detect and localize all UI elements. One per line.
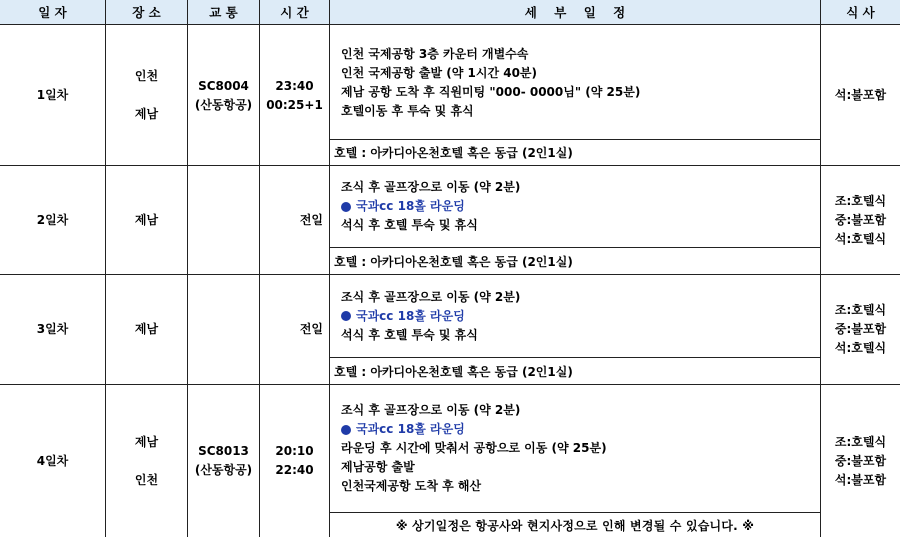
time: 00:25+1 bbox=[266, 97, 323, 112]
flight-number: SC8013 bbox=[198, 444, 249, 458]
schedule-item: 제남 공항 도착 후 직원미팅 "000- 0000님" (약 25분) bbox=[341, 84, 641, 99]
place: 인천 bbox=[134, 69, 159, 83]
place-cell bbox=[106, 385, 187, 537]
meal: 중:불포함 bbox=[834, 322, 887, 336]
time: 22:40 bbox=[275, 463, 314, 477]
meal: 조:호텔식 bbox=[834, 434, 887, 449]
transport-cell bbox=[188, 275, 259, 384]
schedule-detail bbox=[330, 275, 820, 357]
header-meal: 식 사 bbox=[821, 0, 900, 25]
schedule-item: 라운딩 후 시간에 맞춰서 공항으로 이동 (약 25분) bbox=[341, 441, 607, 455]
schedule-item: 석식 후 호텔 투숙 및 휴식 bbox=[341, 327, 478, 342]
meal: 중:불포함 bbox=[834, 453, 887, 468]
schedule-detail bbox=[330, 385, 820, 512]
header-day: 일 자 bbox=[0, 0, 106, 25]
place-cell bbox=[106, 26, 187, 165]
schedule-item: 인천 국제공항 출발 (약 1시간 40분) bbox=[341, 65, 538, 80]
day-label: 4일차 bbox=[36, 453, 69, 468]
time: 20:10 bbox=[275, 444, 314, 458]
meal: 석:호텔식 bbox=[834, 231, 887, 246]
schedule-detail bbox=[330, 26, 820, 139]
bullet-dot-icon bbox=[341, 202, 351, 212]
place: 제남 bbox=[134, 434, 159, 449]
bullet-dot-icon bbox=[341, 425, 351, 435]
schedule-detail bbox=[330, 166, 820, 247]
meal-cell bbox=[821, 26, 900, 165]
meal: 중:불포함 bbox=[834, 212, 887, 227]
day-label: 1일차 bbox=[36, 88, 69, 102]
airline: (산동항공) bbox=[194, 463, 253, 477]
hotel-info: 호텔 : 아카디아온천호텔 혹은 동급 (2인1실) bbox=[330, 247, 820, 274]
day-label: 2일차 bbox=[36, 212, 69, 227]
hotel-info: 호텔 : 아카디아온천호텔 혹은 동급 (2인1실) bbox=[330, 357, 820, 384]
schedule-item-text: 국과cc 18홀 라운딩 bbox=[356, 422, 465, 436]
meal-cell bbox=[821, 275, 900, 384]
meal: 석:불포함 bbox=[834, 88, 887, 102]
schedule-item: 인천 국제공항 3층 카운터 개별수속 bbox=[341, 46, 529, 61]
header-place: 장 소 bbox=[106, 0, 188, 25]
meal: 조:호텔식 bbox=[834, 303, 887, 317]
transport-cell bbox=[188, 26, 259, 165]
airline: (산동항공) bbox=[194, 97, 253, 112]
day-label: 3일차 bbox=[36, 322, 69, 336]
meal-cell bbox=[821, 166, 900, 274]
time: 전일 bbox=[299, 212, 323, 227]
place: 제남 bbox=[134, 107, 159, 121]
place: 제남 bbox=[134, 322, 159, 336]
notice-text: ※ 상기일정은 항공사와 현지사정으로 인해 변경될 수 있습니다. ※ bbox=[330, 512, 820, 537]
time: 전일 bbox=[299, 322, 323, 336]
time-cell bbox=[260, 26, 329, 165]
flight-number: SC8004 bbox=[198, 78, 249, 93]
place: 제남 bbox=[134, 212, 159, 227]
bullet-dot-icon bbox=[341, 311, 351, 321]
schedule-item: 석식 후 호텔 투숙 및 휴식 bbox=[341, 218, 478, 232]
schedule-item: 인천국제공항 도착 후 해산 bbox=[341, 479, 482, 493]
place: 인천 bbox=[134, 472, 159, 487]
schedule-item: 조식 후 골프장으로 이동 (약 2분) bbox=[341, 180, 521, 194]
schedule-item-highlight bbox=[341, 197, 820, 216]
schedule-item: 호텔이동 후 투숙 및 휴식 bbox=[341, 103, 474, 118]
schedule-item-highlight bbox=[341, 307, 820, 326]
schedule-item-highlight bbox=[341, 420, 820, 439]
transport-cell bbox=[188, 166, 259, 274]
header-detail: 세 부 일 정 bbox=[330, 0, 821, 25]
meal-cell bbox=[821, 385, 900, 537]
schedule-item-text: 국과cc 18홀 라운딩 bbox=[356, 199, 465, 213]
time: 23:40 bbox=[275, 78, 314, 93]
transport-cell bbox=[188, 385, 259, 537]
meal: 석:호텔식 bbox=[834, 341, 887, 355]
hotel-info: 호텔 : 아카디아온천호텔 혹은 동급 (2인1실) bbox=[330, 139, 820, 165]
header-time: 시 간 bbox=[260, 0, 330, 25]
schedule-item: 제남공항 출발 bbox=[341, 460, 415, 474]
meal: 석:불포함 bbox=[834, 472, 887, 487]
time-cell bbox=[260, 385, 329, 537]
schedule-item: 조식 후 골프장으로 이동 (약 2분) bbox=[341, 289, 521, 304]
schedule-item-text: 국과cc 18홀 라운딩 bbox=[356, 308, 465, 323]
meal: 조:호텔식 bbox=[834, 193, 887, 208]
schedule-item: 조식 후 골프장으로 이동 (약 2분) bbox=[341, 403, 521, 417]
header-transport: 교 통 bbox=[188, 0, 260, 25]
